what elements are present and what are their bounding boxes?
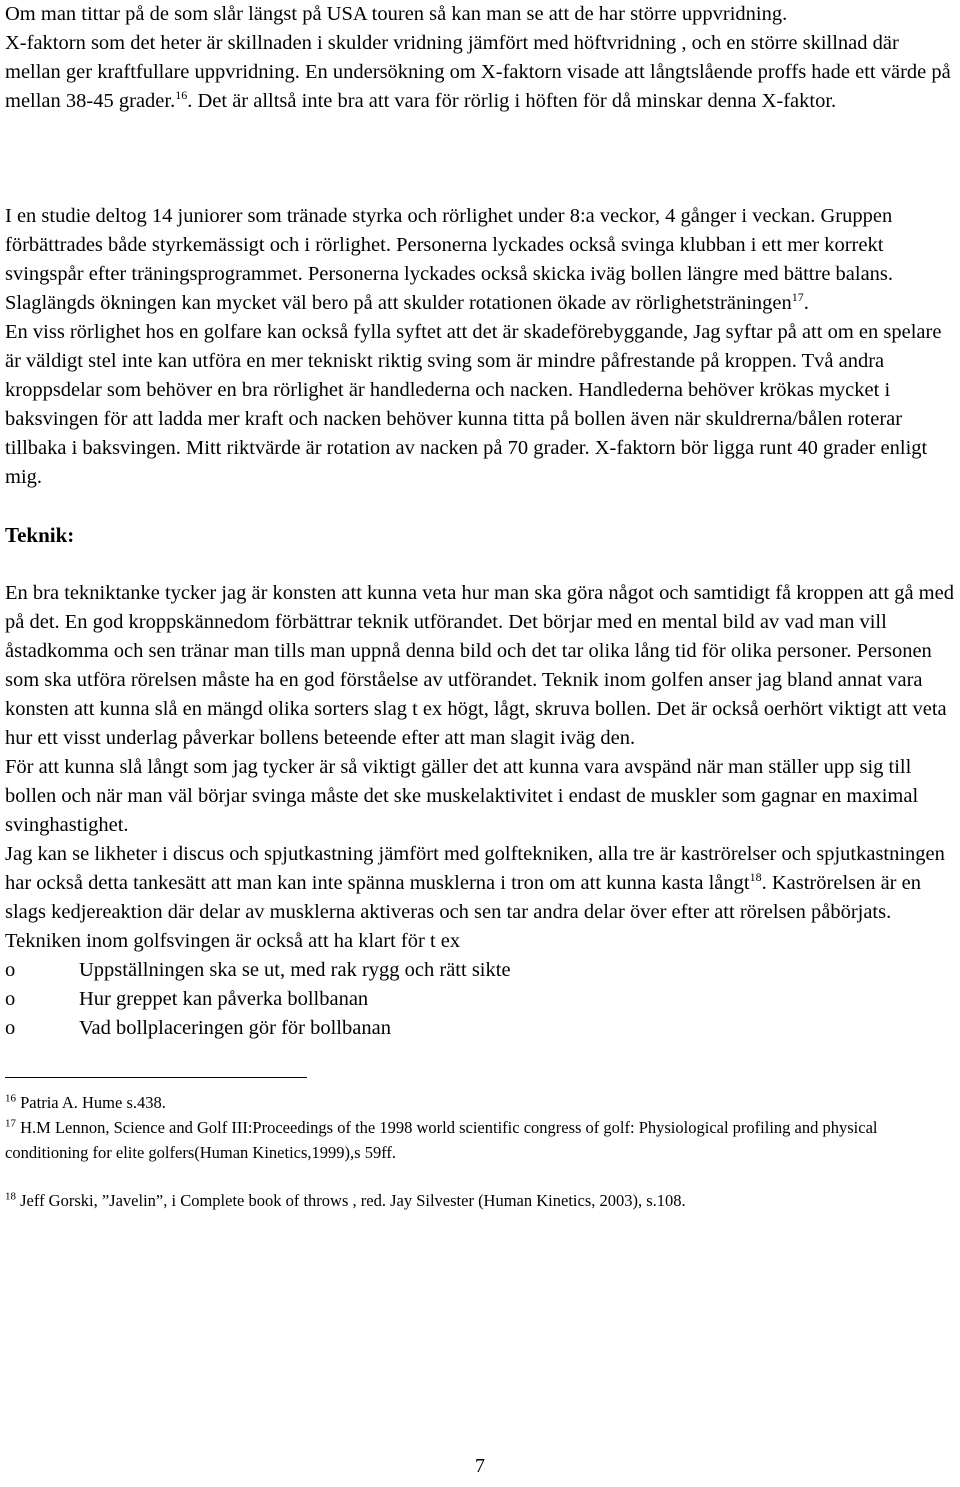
footnote-text: Patria A. Hume s.438. (16, 1093, 166, 1112)
paragraph-text: Jag kan se likheter i discus och spjutkastning jämfört med golftekniken, alla tre är kaströrelser och spjutkastningen har också detta tankesätt att man kan inte spänna musklerna i tron om att kunna kasta långt (5, 843, 945, 894)
list-item-text: Vad bollplaceringen gör för bollbanan (79, 1017, 391, 1039)
paragraph-text: . Kaströrelsen är en slags kedjereaktion där delar av musklerna aktiveras och sen tar andra delar över efter att rörelsen påbörjats. (5, 872, 921, 923)
paragraph-text: För att kunna slå långt som jag tycker är så viktigt gäller det att kunna vara avspänd när man ställer upp sig till bollen och när man väl börjar svinga måste det ske muskelaktivitet i endast de muskler som gagnar en maximal svinghastighet. (5, 756, 919, 836)
paragraph-text: En bra tekniktanke tycker jag är konsten att kunna veta hur man ska göra något och samtidigt få kroppen att gå med på det. En god kroppskännedom förbättrar teknik utförandet. Det börjar med en mental bild av vad man vill åstadkomma och sen tränar man tills man uppnå denna bild och det tar olika lång tid för olika personer. Personen som ska utföra rörelsen måste ha en god förståelse av utförandet. Teknik inom golfen anser jag bland annat vara konsten att kunna slå en mängd olika sorters slag t ex högt, lågt, skruva bollen. Det är också oerhört viktigt att veta hur ett visst underlag påverkar bollens beteende efter att man slagit iväg den. (5, 582, 954, 749)
list-item (5, 985, 955, 1014)
footnote-number: 17 (5, 1117, 16, 1130)
footnote-divider (5, 1077, 307, 1078)
footnote-ref[interactable]: 18 (749, 870, 762, 885)
footnote-ref[interactable]: 16 (175, 88, 188, 103)
footnote-number: 16 (5, 1092, 16, 1105)
footnote-number: 18 (5, 1190, 16, 1203)
paragraph-text: I en studie deltog 14 juniorer som tränade styrka och rörlighet under 8:a veckor, 4 gånger i veckan. Gruppen förbättrades både styrkemässigt och i rörlighet. Personerna lyckades också svinga klubban i ett mer korrekt svingspår efter träningsprogrammet. Personerna lyckades också skicka iväg bollen längre med bättre balans. Slaglängds ökningen kan mycket väl bero på att skulder rotationen ökade av rörlighetsträningen (5, 205, 894, 314)
paragraph-text: Tekniken inom golfsvingen är också att ha klart för t ex (5, 930, 461, 952)
footnote (5, 1115, 955, 1165)
paragraph-text: En viss rörlighet hos en golfare kan också fylla syftet att det är skadeförebyggande, Jag syftar på att om en spelare är väldigt stel inte kan utföra en mer tekniskt riktig sving som är mindre påfrestande på kroppen. Två andra kroppsdelar som behöver en bra rörlighet är handlederna och nacken. Handlederna behöver krökas mycket i baksvingen för att ladda mer kraft och nacken behöver kunna titta på bollen även när skuldrerna/bålen roterar tillbaka i baksvingen. Mitt riktvärde är rotation av nacken på 70 grader. X-faktorn bör ligga runt 40 grader enligt mig. (5, 321, 942, 488)
paragraph (5, 0, 955, 29)
footnotes (5, 1090, 955, 1213)
paragraph (5, 753, 955, 840)
paragraph-text: Om man tittar på de som slår längst på USA touren så kan man se att de har större uppvridning. (5, 3, 788, 25)
document-page (5, 0, 955, 1213)
page-number: 7 (475, 1455, 485, 1477)
list-item (5, 956, 955, 985)
paragraph (5, 579, 955, 753)
paragraph-text: . Det är alltså inte bra att vara för rörlig i höften för då minskar denna X-faktor. (187, 90, 837, 112)
paragraph (5, 927, 955, 956)
bullet-marker: o (5, 1017, 16, 1039)
paragraph (5, 840, 955, 927)
list-item-text: Hur greppet kan påverka bollbanan (79, 988, 369, 1010)
bullet-marker: o (5, 988, 16, 1010)
paragraph (5, 29, 955, 116)
section-heading: Teknik: (5, 523, 75, 547)
paragraph-text: X-faktorn som det heter är skillnaden i skulder vridning jämfört med höftvridning , och en större skillnad där mellan ger kraftfullare uppvridning. En undersökning om X-faktorn visade att långtslående proffs hade ett värde på mellan 38-45 grader. (5, 32, 951, 112)
footnote-text: Jeff Gorski, ”Javelin”, i Complete book of throws , red. Jay Silvester (Human Kinetics, 2003), s.108. (16, 1191, 686, 1210)
footnote-ref[interactable]: 17 (791, 290, 804, 305)
paragraph (5, 318, 955, 492)
footnote (5, 1188, 955, 1213)
footnote (5, 1090, 955, 1115)
list-item-text: Uppställningen ska se ut, med rak rygg och rätt sikte (79, 959, 511, 981)
paragraph (5, 202, 955, 318)
bullet-list (5, 956, 955, 1043)
bullet-marker: o (5, 959, 16, 981)
list-item (5, 1014, 955, 1043)
paragraph-text: . (803, 292, 809, 314)
footnote-text: H.M Lennon, Science and Golf III:Proceedings of the 1998 world scientific congress of golf: Physiological profiling and physical conditioning for elite golfers(Human Kinetics,1999),s 59ff. (5, 1118, 878, 1162)
